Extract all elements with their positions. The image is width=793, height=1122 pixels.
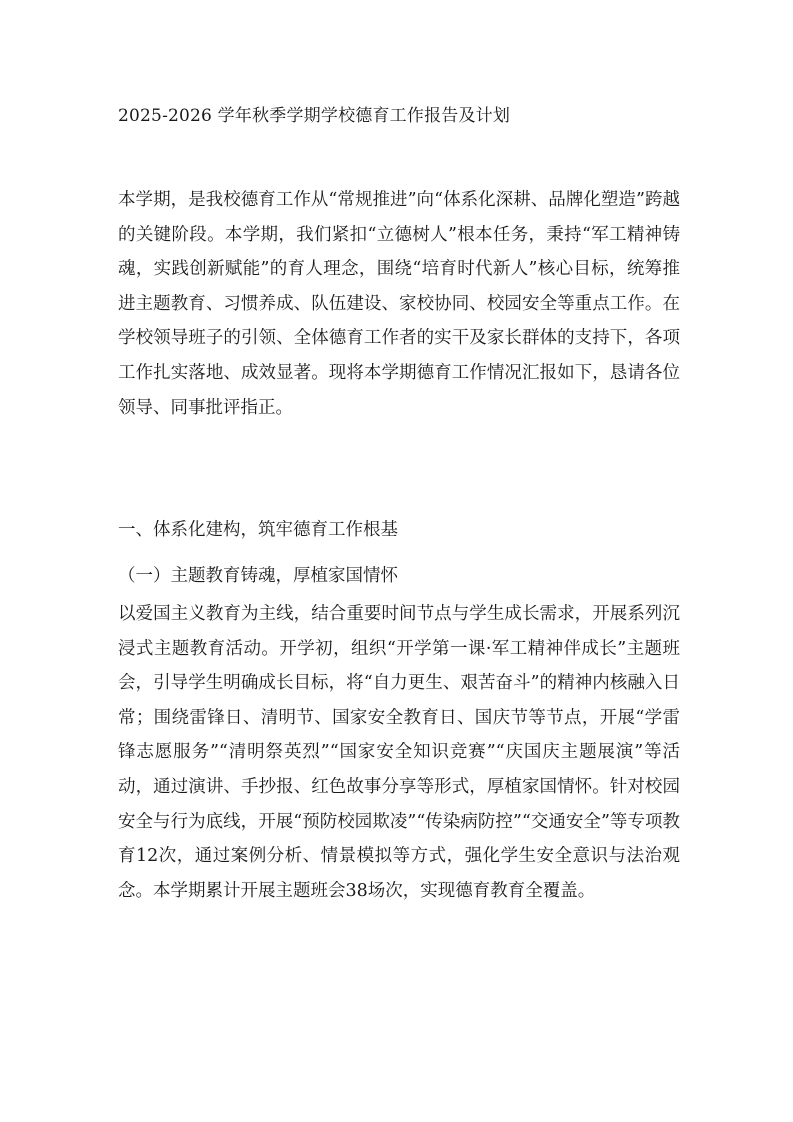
subsection-body-paragraph: 以爱国主义教育为主线，结合重要时间节点与学生成长需求，开展系列沉浸式主题教育活动。开学初，组织“开学第一课·军工精神伴成长”主题班会，引导学生明确成长目标，将“自力更生、艰苦奋斗”的精神内核融入日常；围绕雷锋日、清明节、国家安全教育日、国庆节等节点，开展“学雷锋志愿服务”“清明祭英烈”“国家安全知识竞赛”“庆国庆主题展演”等活动，通过演讲、手抄报、红色故事分享等形式，厚植家国情怀。针对校园安全与行为底线，开展“预防校园欺凌”“传染病防控”“交通安全”等专项教育12次，通过案例分析、情景模拟等方式，强化学生安全意识与法治观念。本学期累计开展主题班会38场次，实现德育教育全覆盖。 xyxy=(118,604,680,901)
document-title: 2025-2026 学年秋季学期学校德育工作报告及计划 xyxy=(118,106,511,126)
intro-paragraph: 本学期，是我校德育工作从“常规推进”向“体系化深耕、品牌化塑造”跨越的关键阶段。本学期，我们紧扣“立德树人”根本任务，秉持“军工精神铸魂，实践创新赋能”的育人理念，围绕“培育时代新人”核心目标，统筹推进主题教育、习惯养成、队伍建设、家校协同、校园安全等重点工作。在学校领导班子的引领、全体德育工作者的实干及家长群体的支持下，各项工作扎实落地、成效显著。现将本学期德育工作情况汇报如下，恳请各位领导、同事批评指正。 xyxy=(118,190,680,418)
subsection-heading: （一）主题教育铸魂，厚植家国情怀 xyxy=(118,566,398,586)
section-heading: 一、体系化建构，筑牢德育工作根基 xyxy=(118,520,398,540)
